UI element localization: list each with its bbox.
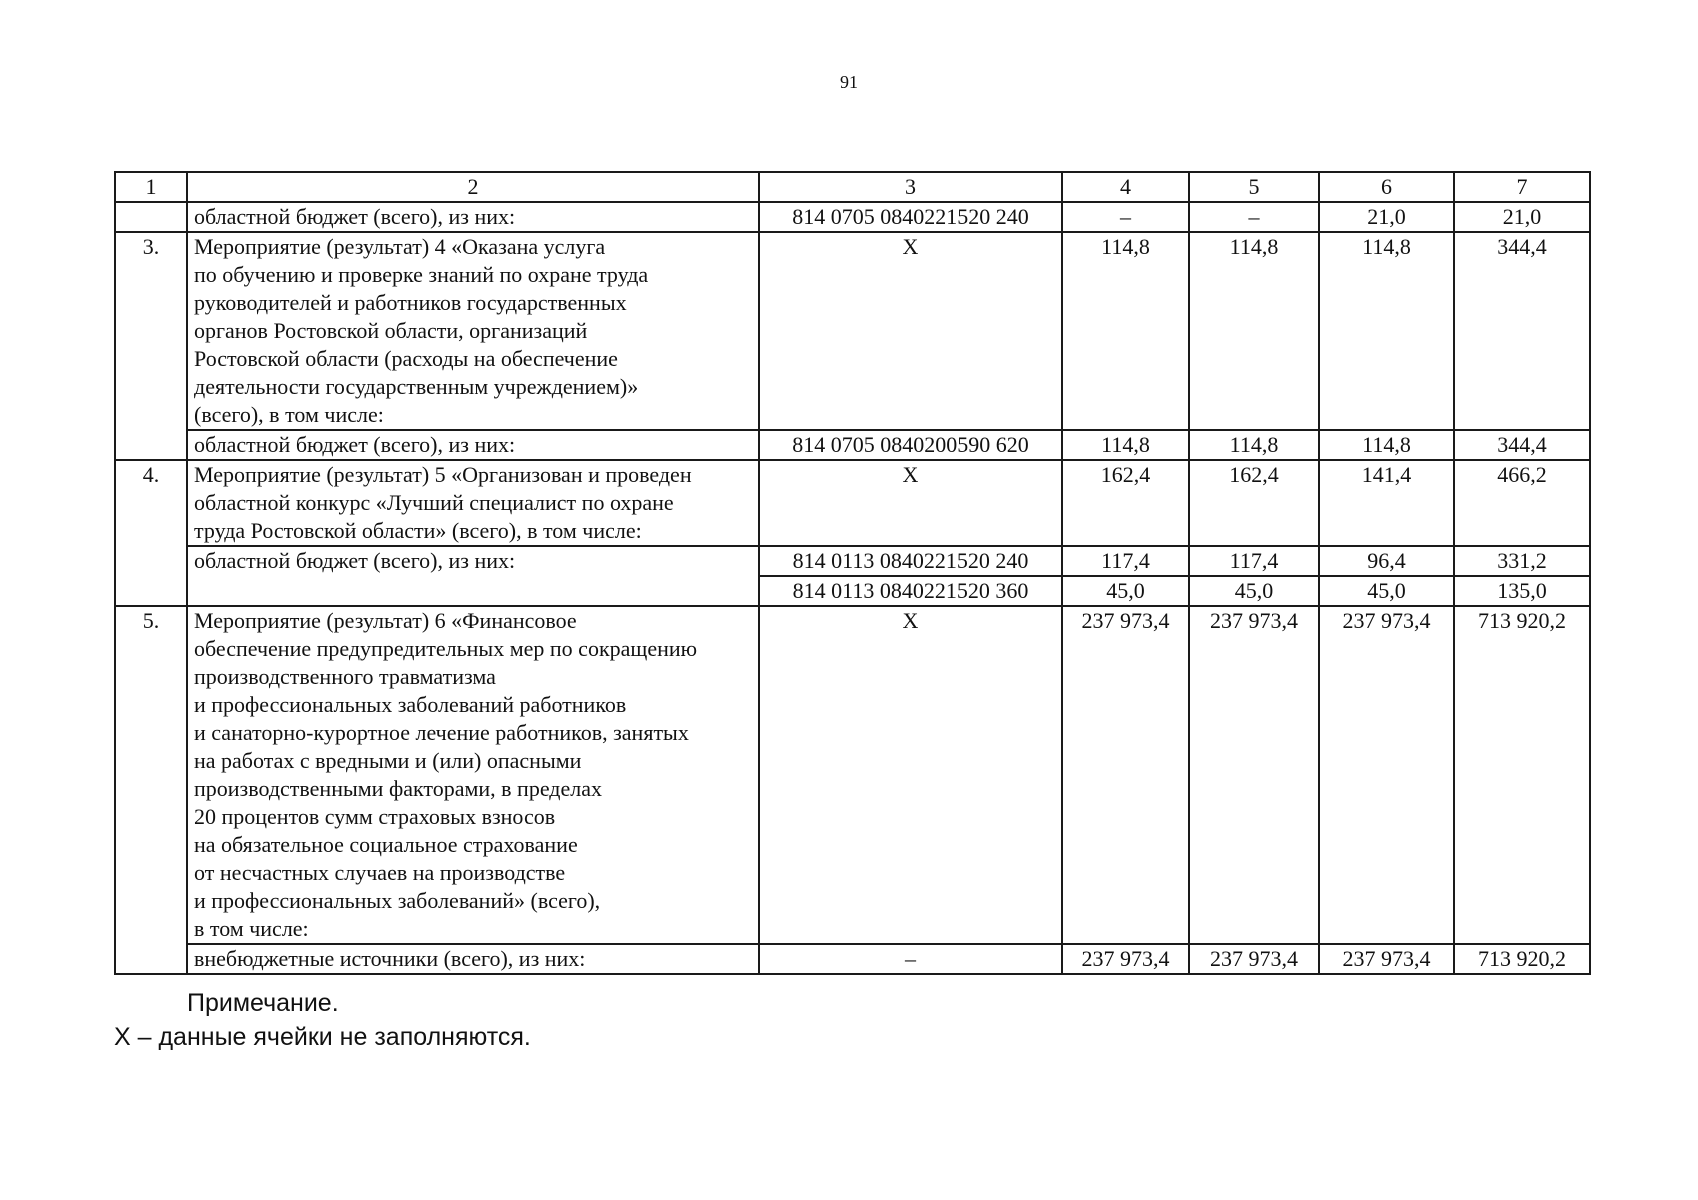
description-line: Ростовской области (расходы на обеспечение bbox=[194, 346, 618, 371]
budget-code-cell: Х bbox=[759, 606, 1062, 944]
footnote bbox=[114, 986, 531, 1054]
description-line: деятельности государственным учреждением)» bbox=[194, 374, 639, 399]
value-cell-col7: 713 920,2 bbox=[1454, 944, 1590, 974]
header-cell: 2 bbox=[187, 172, 759, 202]
value-cell-col5: 237 973,4 bbox=[1189, 944, 1319, 974]
budget-code-cell: Х bbox=[759, 460, 1062, 546]
value-cell-col6: 21,0 bbox=[1319, 202, 1454, 232]
value-cell-col4: 117,4 bbox=[1062, 546, 1189, 576]
table-row bbox=[115, 202, 1590, 232]
description-line: (всего), в том числе: bbox=[194, 402, 384, 427]
description-line: областной конкурс «Лучший специалист по охране bbox=[194, 490, 674, 515]
value-cell-col6: 114,8 bbox=[1319, 232, 1454, 430]
description-line: Мероприятие (результат) 4 «Оказана услуга bbox=[194, 234, 606, 259]
value-cell-col5: – bbox=[1189, 202, 1319, 232]
row-number-cell: 5. bbox=[115, 606, 187, 974]
header-cell: 1 bbox=[115, 172, 187, 202]
value-cell-col7: 344,4 bbox=[1454, 430, 1590, 460]
description-line: областной бюджет (всего), из них: bbox=[194, 432, 516, 457]
header-cell: 7 bbox=[1454, 172, 1590, 202]
note-text: Х – данные ячейки не заполняются. bbox=[114, 1023, 531, 1051]
row-number-cell: 3. bbox=[115, 232, 187, 460]
value-cell-col6: 114,8 bbox=[1319, 430, 1454, 460]
description-cell bbox=[187, 546, 759, 606]
header-cell: 3 bbox=[759, 172, 1062, 202]
value-cell-col6: 96,4 bbox=[1319, 546, 1454, 576]
description-line: Мероприятие (результат) 6 «Финансовое bbox=[194, 608, 577, 633]
description-line: на работах с вредными и (или) опасными bbox=[194, 748, 582, 773]
description-line: и профессиональных заболеваний работников bbox=[194, 692, 627, 717]
header-row bbox=[115, 172, 1590, 202]
budget-table bbox=[114, 171, 1591, 975]
description-cell bbox=[187, 232, 759, 430]
description-line: областной бюджет (всего), из них: bbox=[194, 204, 516, 229]
budget-code-cell: 814 0705 0840221520 240 bbox=[759, 202, 1062, 232]
description-cell bbox=[187, 460, 759, 546]
budget-code-cell: – bbox=[759, 944, 1062, 974]
table-row bbox=[115, 546, 1590, 576]
description-line: обеспечение предупредительных мер по сокращению bbox=[194, 636, 698, 661]
value-cell-col5: 45,0 bbox=[1189, 576, 1319, 606]
row-number-cell bbox=[115, 202, 187, 232]
value-cell-col5: 117,4 bbox=[1189, 546, 1319, 576]
header-cell: 6 bbox=[1319, 172, 1454, 202]
description-cell bbox=[187, 606, 759, 944]
description-line: Мероприятие (результат) 5 «Организован и проведен bbox=[194, 462, 692, 487]
value-cell-col4: 45,0 bbox=[1062, 576, 1189, 606]
row-number-cell: 4. bbox=[115, 460, 187, 606]
value-cell-col5: 114,8 bbox=[1189, 430, 1319, 460]
description-line: в том числе: bbox=[194, 916, 309, 941]
header-cell: 5 bbox=[1189, 172, 1319, 202]
table-row bbox=[115, 430, 1590, 460]
description-line: руководителей и работников государственных bbox=[194, 290, 627, 315]
description-line: на обязательное социальное страхование bbox=[194, 832, 578, 857]
description-line: органов Ростовской области, организаций bbox=[194, 318, 588, 343]
description-line: по обучению и проверке знаний по охране труда bbox=[194, 262, 649, 287]
description-line: 20 процентов сумм страховых взносов bbox=[194, 804, 556, 829]
description-cell bbox=[187, 430, 759, 460]
table-row bbox=[115, 232, 1590, 430]
table-row bbox=[115, 460, 1590, 546]
value-cell-col4: 162,4 bbox=[1062, 460, 1189, 546]
description-line: областной бюджет (всего), из них: bbox=[194, 548, 516, 573]
description-line: труда Ростовской области» (всего), в том числе: bbox=[194, 518, 642, 543]
description-line: от несчастных случаев на производстве bbox=[194, 860, 566, 885]
description-line: внебюджетные источники (всего), из них: bbox=[194, 946, 586, 971]
description-line: производственными факторами, в пределах bbox=[194, 776, 602, 801]
value-cell-col5: 237 973,4 bbox=[1189, 606, 1319, 944]
description-line: и профессиональных заболеваний» (всего), bbox=[194, 888, 601, 913]
value-cell-col5: 162,4 bbox=[1189, 460, 1319, 546]
value-cell-col4: – bbox=[1062, 202, 1189, 232]
budget-code-cell: 814 0113 0840221520 360 bbox=[759, 576, 1062, 606]
value-cell-col4: 237 973,4 bbox=[1062, 944, 1189, 974]
description-line: производственного травматизма bbox=[194, 664, 496, 689]
description-cell bbox=[187, 202, 759, 232]
value-cell-col4: 114,8 bbox=[1062, 232, 1189, 430]
value-cell-col7: 21,0 bbox=[1454, 202, 1590, 232]
description-cell bbox=[187, 944, 759, 974]
header-cell: 4 bbox=[1062, 172, 1189, 202]
note-title: Примечание. bbox=[187, 989, 339, 1017]
value-cell-col6: 237 973,4 bbox=[1319, 606, 1454, 944]
budget-code-cell: 814 0705 0840200590 620 bbox=[759, 430, 1062, 460]
description-line: и санаторно-курортное лечение работников, занятых bbox=[194, 720, 689, 745]
table-row bbox=[115, 944, 1590, 974]
value-cell-col7: 344,4 bbox=[1454, 232, 1590, 430]
budget-code-cell: 814 0113 0840221520 240 bbox=[759, 546, 1062, 576]
value-cell-col6: 45,0 bbox=[1319, 576, 1454, 606]
value-cell-col5: 114,8 bbox=[1189, 232, 1319, 430]
value-cell-col7: 466,2 bbox=[1454, 460, 1590, 546]
value-cell-col7: 135,0 bbox=[1454, 576, 1590, 606]
page-number: 91 bbox=[840, 72, 858, 92]
table-row bbox=[115, 606, 1590, 944]
value-cell-col7: 331,2 bbox=[1454, 546, 1590, 576]
budget-code-cell: Х bbox=[759, 232, 1062, 430]
value-cell-col4: 237 973,4 bbox=[1062, 606, 1189, 944]
value-cell-col6: 141,4 bbox=[1319, 460, 1454, 546]
value-cell-col6: 237 973,4 bbox=[1319, 944, 1454, 974]
value-cell-col4: 114,8 bbox=[1062, 430, 1189, 460]
value-cell-col7: 713 920,2 bbox=[1454, 606, 1590, 944]
